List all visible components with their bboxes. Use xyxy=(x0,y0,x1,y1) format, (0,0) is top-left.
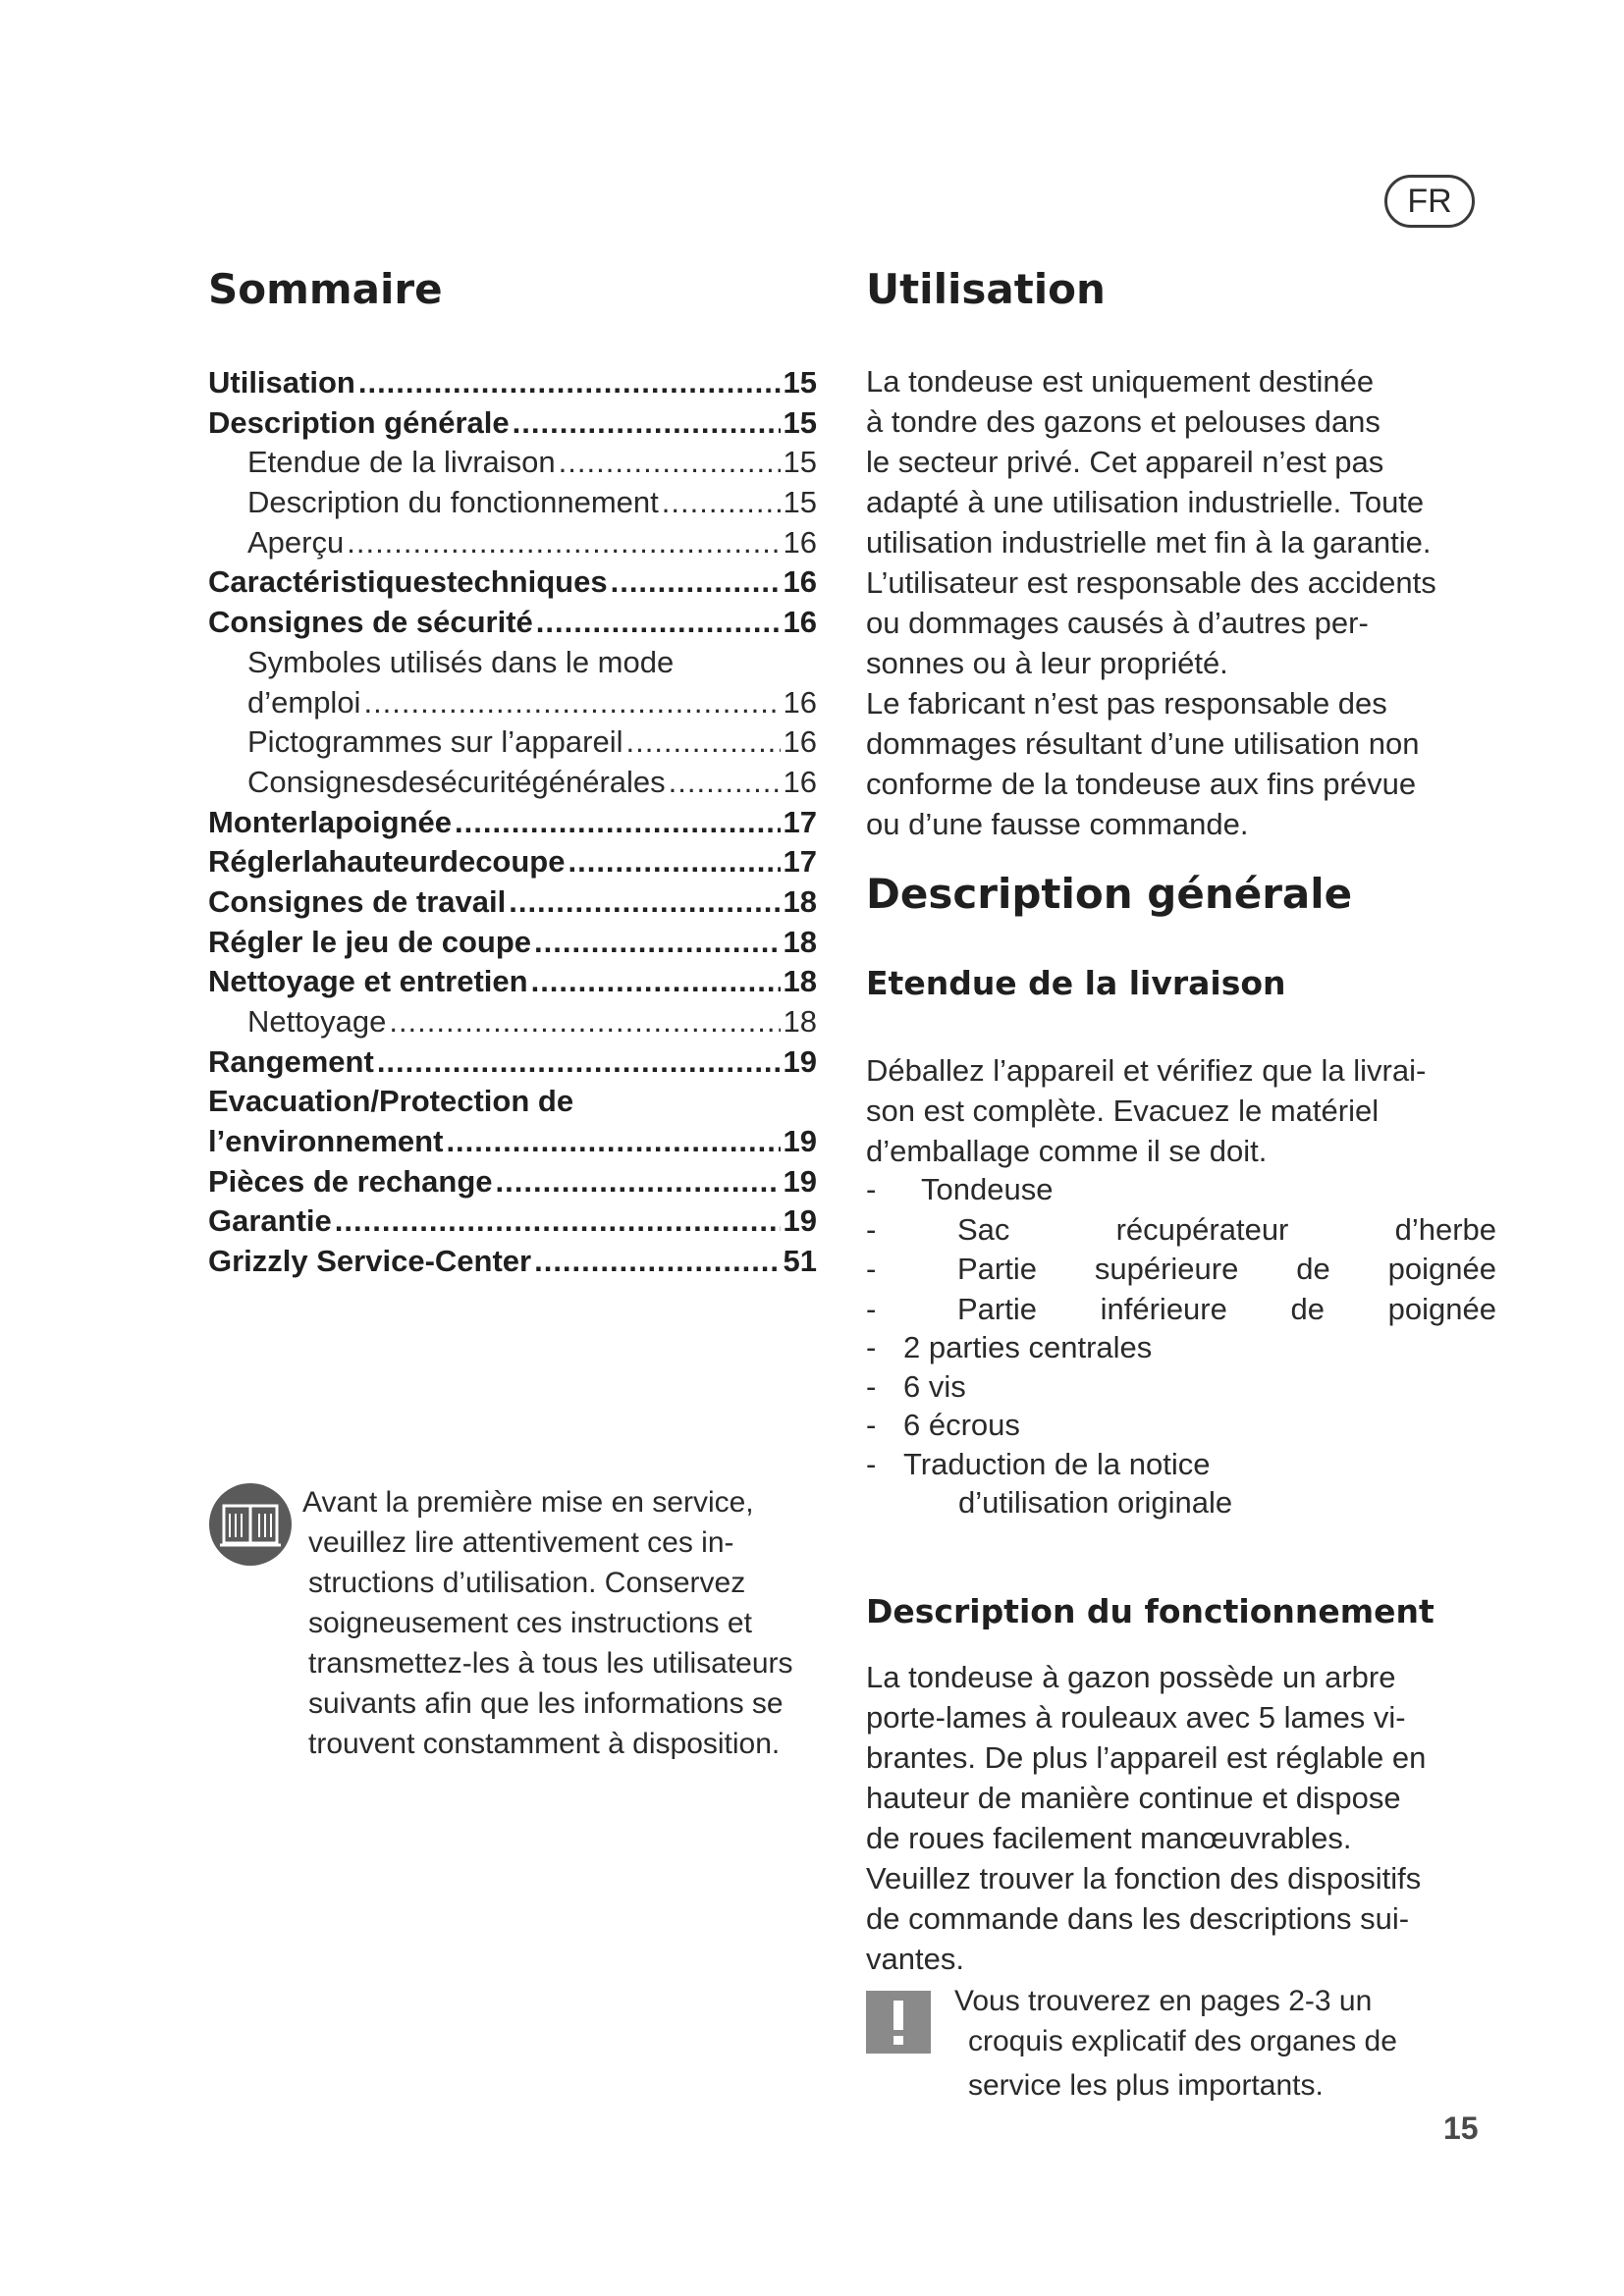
toc-entry-title: Nettoyage xyxy=(247,1004,387,1039)
toc-entry xyxy=(208,363,817,403)
toc-dot-leader xyxy=(662,483,781,523)
toc-entry-title: Pièces de rechange xyxy=(208,1163,493,1199)
list-item xyxy=(866,1445,1504,1485)
text-line: adapté à une utilisation industrielle. Toute xyxy=(866,485,1425,519)
toc-entry-title: Description du fonctionnement xyxy=(247,485,659,520)
list-item xyxy=(866,1328,1504,1368)
toc-entry xyxy=(208,403,817,444)
toc-entry-title: Régler le jeu de coupe xyxy=(208,924,532,959)
warning-line: service les plus importants. xyxy=(968,2069,1324,2102)
toc-entry xyxy=(208,722,817,763)
text-line: à tondre des gazons et pelouses dans xyxy=(866,404,1380,439)
toc-entry-title: Evacuation/Protection de xyxy=(208,1084,574,1119)
list-dash: - xyxy=(866,1330,877,1364)
list-word: Partie xyxy=(957,1291,1037,1326)
text-line: vantes. xyxy=(866,1942,964,1976)
toc-dot-leader xyxy=(509,882,780,923)
notice-line: Avant la première mise en service, xyxy=(302,1486,754,1519)
language-badge: FR xyxy=(1384,175,1475,228)
list-dash: - xyxy=(866,1408,877,1442)
list-word: poignée xyxy=(1387,1252,1496,1286)
toc-dot-leader xyxy=(625,722,780,763)
list-item-text xyxy=(903,1328,1504,1368)
notice-line: transmettez-les à tous les utilisateurs xyxy=(308,1647,793,1680)
toc-entry xyxy=(208,483,817,523)
toc-dot-leader xyxy=(669,763,781,803)
toc-entry-title: Rangement xyxy=(208,1043,374,1079)
list-dash: - xyxy=(866,1291,877,1326)
list-item xyxy=(866,1290,1504,1330)
list-dash: - xyxy=(866,1446,877,1481)
text-line: sonnes ou à leur propriété. xyxy=(866,646,1228,680)
toc-dot-leader xyxy=(377,1042,781,1083)
toc-page-number: 15 xyxy=(783,365,817,400)
text-line: Le fabricant n’est pas responsable des xyxy=(866,686,1387,721)
list-item xyxy=(866,1406,1504,1446)
toc-page-number: 18 xyxy=(783,964,817,999)
notice-line: structions d’utilisation. Conservez xyxy=(308,1567,746,1599)
notice-line: soigneusement ces instructions et xyxy=(308,1607,752,1639)
toc-entry xyxy=(208,1082,817,1122)
sommaire-title: Sommaire xyxy=(208,265,443,313)
list-item xyxy=(866,1250,1504,1290)
list-item-text xyxy=(903,1210,1504,1251)
fonctionnement-text xyxy=(866,1657,1504,1979)
list-item-text xyxy=(903,1290,1504,1330)
toc-dot-leader xyxy=(611,562,781,603)
text-line: La tondeuse est uniquement destinée xyxy=(866,364,1375,399)
list-word: inférieure xyxy=(1100,1291,1227,1326)
toc-dot-leader xyxy=(363,683,780,723)
toc-entry-title: Etendue de la livraison xyxy=(247,445,556,480)
toc-page-number: 19 xyxy=(783,1203,817,1239)
toc-entry xyxy=(208,962,817,1002)
toc-dot-leader xyxy=(496,1162,781,1202)
toc-page-number: 16 xyxy=(783,764,817,799)
list-item-text xyxy=(903,1406,1504,1446)
toc-page-number: 19 xyxy=(783,1043,817,1079)
left-column xyxy=(208,265,817,1760)
utilisation-title: Utilisation xyxy=(866,265,1106,313)
exclamation-icon xyxy=(866,1991,931,2054)
toc-entry-title: Nettoyage et entretien xyxy=(208,964,528,999)
text-line: brantes. De plus l’appareil est réglable en xyxy=(866,1740,1427,1775)
toc-entry-title: Symboles utilisés dans le mode xyxy=(247,644,675,679)
toc-page-number: 18 xyxy=(783,924,817,959)
toc-entry xyxy=(208,443,817,483)
list-word: Traduction de la notice xyxy=(903,1446,1211,1481)
text-line: porte-lames à rouleaux avec 5 lames vi- xyxy=(866,1700,1406,1735)
list-word: Partie xyxy=(957,1252,1037,1286)
text-line: d’emballage comme il se doit. xyxy=(866,1134,1268,1168)
toc-dot-leader xyxy=(347,523,780,563)
toc-dot-leader xyxy=(536,603,781,643)
toc-dot-leader xyxy=(358,363,781,403)
text-line: son est complète. Evacuez le matériel xyxy=(866,1094,1380,1128)
toc-dot-leader xyxy=(335,1201,781,1242)
toc-dot-leader xyxy=(559,443,781,483)
list-word: d’herbe xyxy=(1394,1211,1496,1247)
list-item xyxy=(866,1210,1504,1251)
toc-page-number: 17 xyxy=(783,844,817,880)
list-word: 6 écrous xyxy=(903,1408,1020,1442)
list-dash: - xyxy=(866,1368,877,1404)
toc-page-number: 16 xyxy=(783,724,817,760)
list-word: Tondeuse xyxy=(921,1172,1054,1206)
toc-entry xyxy=(208,683,817,723)
list-item-text xyxy=(903,1445,1504,1485)
toc-dot-leader xyxy=(534,923,780,963)
text-line: le secteur privé. Cet appareil n’est pas xyxy=(866,445,1384,479)
etendue-text xyxy=(866,1050,1504,1171)
toc-entry xyxy=(208,923,817,963)
list-word: poignée xyxy=(1387,1291,1496,1326)
text-line: de roues facilement manœuvrables. xyxy=(866,1821,1352,1855)
list-item xyxy=(866,1483,1504,1523)
text-line: utilisation industrielle met fin à la garantie. xyxy=(866,525,1432,560)
list-item-text xyxy=(903,1367,1504,1408)
notice-text xyxy=(302,1482,813,1764)
toc-entry xyxy=(208,1042,817,1083)
toc-entry-title: Consignesdesécuritégénérales xyxy=(247,764,666,799)
toc-dot-leader xyxy=(534,1242,780,1282)
list-dash: - xyxy=(866,1252,877,1286)
list-item-text xyxy=(903,1250,1504,1290)
toc-page-number: 15 xyxy=(783,445,817,480)
toc-entry xyxy=(208,1242,817,1282)
toc-page-number: 15 xyxy=(783,404,817,440)
list-item xyxy=(866,1170,1504,1210)
description-generale-title: Description générale xyxy=(866,870,1353,918)
utilisation-text xyxy=(866,361,1504,844)
text-line: L’utilisateur est responsable des accidents xyxy=(866,565,1436,600)
book-icon xyxy=(208,1482,293,1567)
warning-text xyxy=(954,1981,1504,2106)
toc-page-number: 18 xyxy=(783,1004,817,1039)
text-line: dommages résultant d’une utilisation non xyxy=(866,726,1420,761)
text-line: ou d’une fausse commande. xyxy=(866,807,1249,841)
toc-entry-title: Grizzly Service-Center xyxy=(208,1244,532,1279)
toc-page-number: 17 xyxy=(783,804,817,839)
toc-entry xyxy=(208,643,817,683)
notice-line: trouvent constamment à disposition. xyxy=(308,1728,781,1760)
notice-line: veuillez lire attentivement ces in- xyxy=(308,1526,734,1559)
list-word: 6 vis xyxy=(903,1368,966,1404)
table-of-contents xyxy=(208,363,817,1282)
toc-dot-leader xyxy=(531,962,781,1002)
text-line: conforme de la tondeuse aux fins prévue xyxy=(866,767,1417,801)
toc-entry-title: Consignes de sécurité xyxy=(208,605,533,640)
etendue-title: Etendue de la livraison xyxy=(866,964,1286,1002)
toc-entry-title: d’emploi xyxy=(247,684,361,720)
toc-entry-title: l’environnement xyxy=(208,1124,444,1159)
toc-entry xyxy=(208,603,817,643)
text-line: hauteur de manière continue et dispose xyxy=(866,1781,1401,1815)
warning-line: Vous trouverez en pages 2-3 un xyxy=(954,1985,1373,2017)
text-line: de commande dans les descriptions sui- xyxy=(866,1901,1410,1936)
toc-entry xyxy=(208,763,817,803)
toc-entry-title: Consignes de travail xyxy=(208,883,507,919)
toc-page-number: 51 xyxy=(783,1244,817,1279)
toc-page-number: 16 xyxy=(783,684,817,720)
page-number: 15 xyxy=(1443,2110,1479,2146)
toc-dot-leader xyxy=(446,1122,780,1162)
toc-dot-leader xyxy=(455,803,781,843)
toc-dot-leader xyxy=(568,842,780,882)
toc-page-number: 16 xyxy=(783,524,817,560)
text-line: Veuillez trouver la fonction des dispositifs xyxy=(866,1861,1422,1896)
toc-entry-title: Monterlapoignée xyxy=(208,804,453,839)
list-word: de xyxy=(1290,1291,1325,1326)
toc-entry xyxy=(208,1002,817,1042)
delivery-list xyxy=(866,1170,1504,1523)
list-item-text xyxy=(903,1483,1504,1523)
toc-entry xyxy=(208,1201,817,1242)
toc-entry-title: Utilisation xyxy=(208,365,355,400)
toc-page-number: 19 xyxy=(783,1163,817,1199)
toc-entry xyxy=(208,1162,817,1202)
toc-dot-leader xyxy=(513,403,781,444)
list-dash: - xyxy=(866,1211,877,1247)
toc-entry xyxy=(208,1122,817,1162)
text-line: Déballez l’appareil et vérifiez que la livrai- xyxy=(866,1053,1427,1088)
fonctionnement-title: Description du fonctionnement xyxy=(866,1592,1435,1630)
list-item xyxy=(866,1367,1504,1408)
toc-entry-title: Caractéristiquestechniques xyxy=(208,564,608,600)
notice-line: suivants afin que les informations se xyxy=(308,1687,784,1720)
list-item-text xyxy=(903,1170,1504,1210)
text-line: ou dommages causés à d’autres per- xyxy=(866,606,1369,640)
toc-entry-title: Aperçu xyxy=(247,524,345,560)
toc-page-number: 16 xyxy=(783,564,817,600)
toc-entry-title: Garantie xyxy=(208,1203,332,1239)
toc-entry-title: Pictogrammes sur l’appareil xyxy=(247,724,623,760)
list-dash xyxy=(866,1483,903,1523)
toc-entry-title: Réglerlahauteurdecoupe xyxy=(208,844,566,880)
toc-entry xyxy=(208,523,817,563)
toc-dot-leader xyxy=(389,1002,780,1042)
text-line: La tondeuse à gazon possède un arbre xyxy=(866,1660,1396,1694)
list-word: supérieure xyxy=(1094,1252,1239,1286)
warning-line: croquis explicatif des organes de xyxy=(968,2025,1397,2057)
toc-page-number: 16 xyxy=(783,605,817,640)
list-word: Sac xyxy=(957,1211,1010,1247)
toc-entry xyxy=(208,803,817,843)
toc-entry xyxy=(208,842,817,882)
toc-page-number: 18 xyxy=(783,883,817,919)
toc-entry-title: Description générale xyxy=(208,404,510,440)
toc-entry xyxy=(208,562,817,603)
list-dash: - xyxy=(866,1172,877,1206)
toc-page-number: 19 xyxy=(783,1124,817,1159)
list-word: d’utilisation originale xyxy=(958,1485,1233,1520)
toc-page-number: 15 xyxy=(783,485,817,520)
list-word: récupérateur xyxy=(1115,1211,1289,1247)
toc-entry xyxy=(208,882,817,923)
list-word: 2 parties centrales xyxy=(903,1330,1153,1364)
list-word: de xyxy=(1296,1252,1330,1286)
